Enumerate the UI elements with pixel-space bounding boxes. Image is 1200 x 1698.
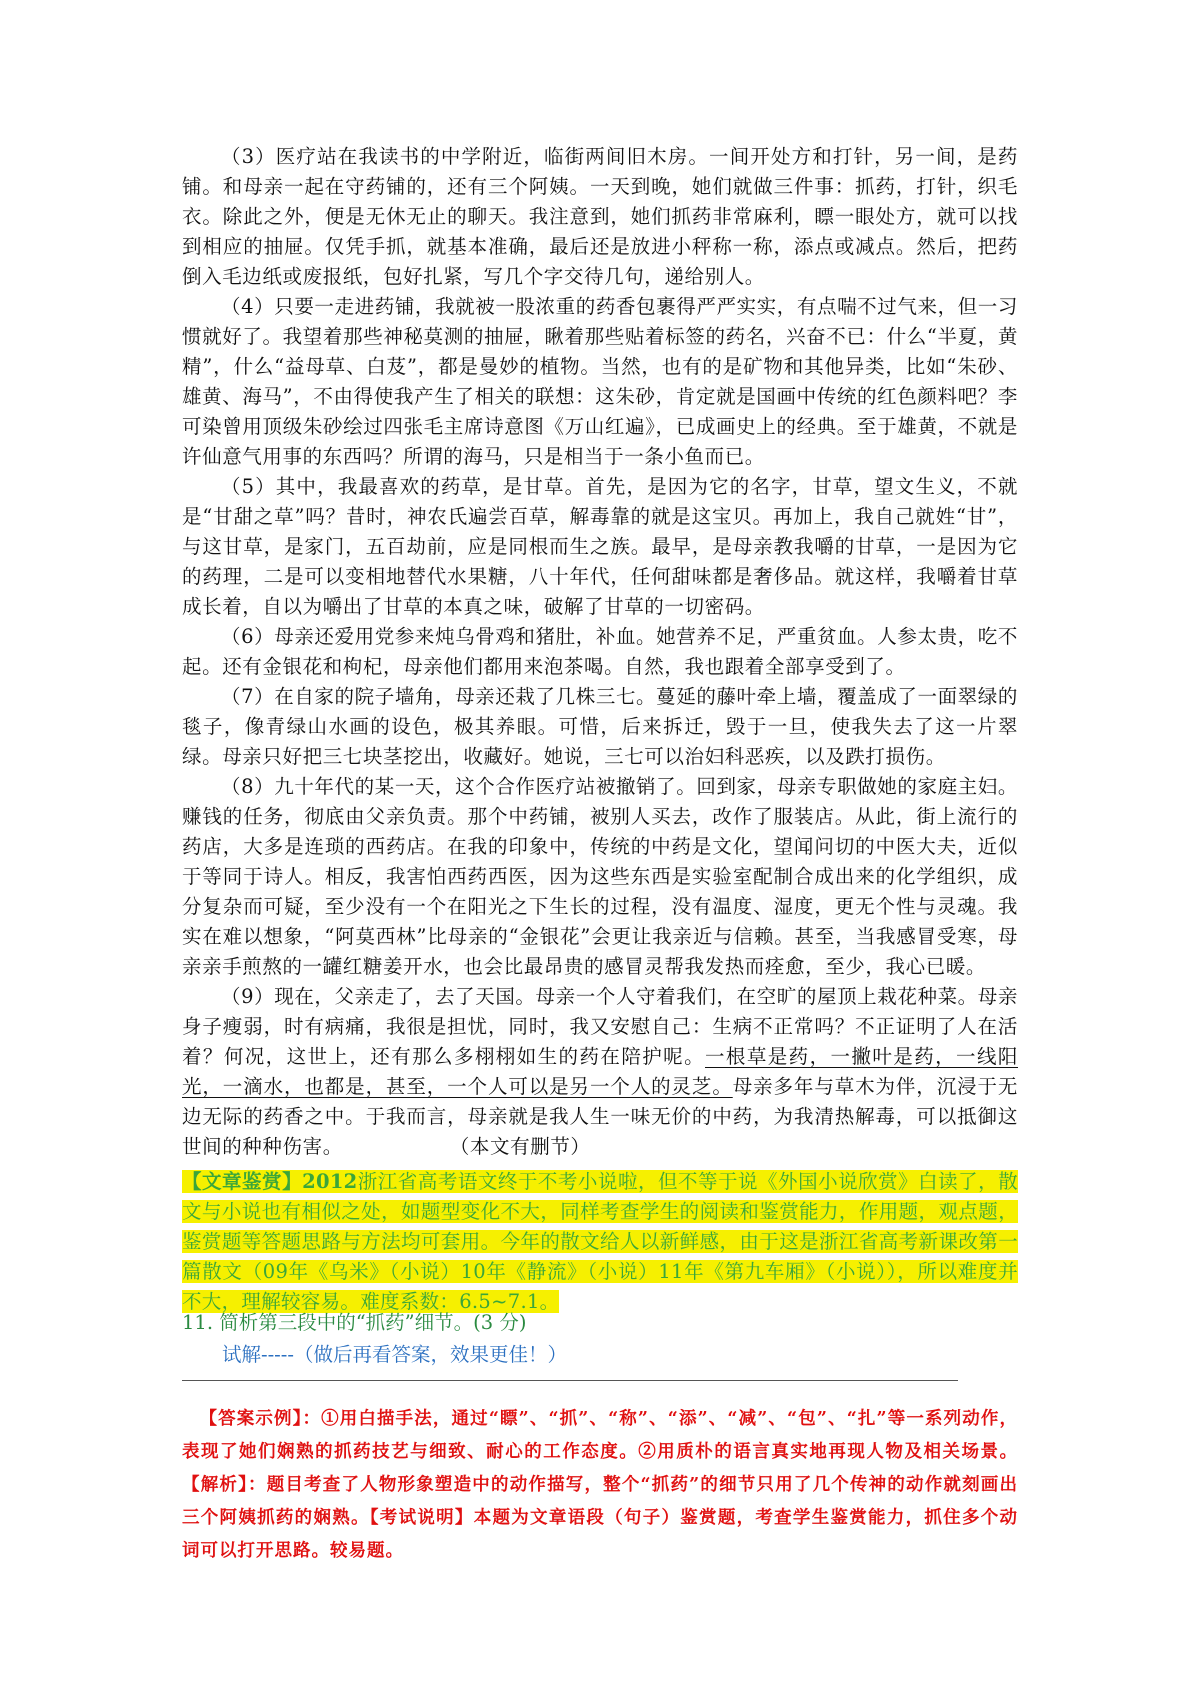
- paragraph-5: （5）其中，我最喜欢的药草，是甘草。首先，是因为它的名字，甘草，望文生义，不就是“甘甜之草”吗？昔时，神农氏遍尝百草，解毒靠的就是这宝贝。再加上，我自己就姓“甘”，与这甘草，是家门，五百劫前，应是同根而生之族。最早，是母亲教我嚼的甘草，一是因为它的药理，二是可以变相地替代水果糖，八十年代，任何甜味都是奢侈品。就这样，我嚼着甘草成长着，自以为嚼出了甘草的本真之味，破解了甘草的一切密码。: [182, 475, 1018, 618]
- appreciation-heading: 【文章鉴赏】2012: [182, 1170, 358, 1193]
- try-hint: 试解-----（做后再看答案，效果更佳！）: [222, 1343, 567, 1366]
- article-appreciation: [182, 1167, 1018, 1317]
- question-11: 11. 简析第三段中的“抓药”细节。(3 分): [182, 1311, 527, 1334]
- paragraph-9-closing: 母亲多年与草木为伴，沉浸于无边无际的药香之中。于我而言，母亲就是我人生一味无价的中药，为我清热解毒，可以抵御这世间的种种伤害。: [182, 1075, 1018, 1158]
- paragraph-9-text: （9）现在，父亲走了，去了天国。母亲一个人守着我们，在空旷的屋顶上栽花种菜。母亲身子瘦弱，时有病痛，我很是担忧，同时，我又安慰自己：生病不正常吗？不正证明了人在活着？何况，这世上，还有那么多栩栩如生的药在陪护呢。: [182, 985, 1018, 1068]
- appreciation-text: 浙江省高考语文终于不考小说啦，但不等于说《外国小说欣赏》白读了，散文与小说也有相似之处，如题型变化不大，同样考查学生的阅读和鉴赏能力，作用题，观点题，鉴赏题等答题思路与方法均可套用。今年的散文给人以新鲜感，由于这是浙江省高考新课改第一篇散文（09年《乌米》（小说）10年《静流》（小说）11年《第九车厢》（小说）），所以难度并不大，理解较容易。难度系数：6.5~7.1。: [182, 1170, 1018, 1313]
- paragraph-3: （3）医疗站在我读书的中学附近，临街两间旧木房。一间开处方和打针，另一间，是药铺。和母亲一起在守药铺的，还有三个阿姨。一天到晚，她们就做三件事：抓药，打针，织毛衣。除此之外，便是无休无止的聊天。我注意到，她们抓药非常麻利，瞟一眼处方，就可以找到相应的抽屉。仅凭手抓，就基本准确，最后还是放进小秤称一称，添点或减点。然后，把药倒入毛边纸或废报纸，包好扎紧，写几个字交待几句，递给别人。: [182, 145, 1018, 288]
- paragraph-8: （8）九十年代的某一天，这个合作医疗站被撤销了。回到家，母亲专职做她的家庭主妇。赚钱的任务，彻底由父亲负责。那个中药铺，被别人买去，改作了服装店。从此，街上流行的药店，大多是连琐的西药店。在我的印象中，传统的中药是文化，望闻问切的中医大夫，近似于等同于诗人。相反，我害怕西药西医，因为这些东西是实验室配制合成出来的化学组织，成分复杂而可疑，至少没有一个在阳光之下生长的过程，没有温度、湿度，更无个性与灵魂。我实在难以想象，“阿莫西林”比母亲的“金银花”会更让我亲近与信赖。甚至，当我感冒受寒，母亲亲手煎熬的一罐红糖姜开水，也会比最昂贵的感冒灵帮我发热而痊愈，至少，我心已暖。: [182, 775, 1018, 978]
- answer-example: 【答案示例】：①用白描手法，通过“瞟”、“抓”、“称”、“添”、“减”、“包”、“扎”等一系列动作，表现了她们娴熟的抓药技艺与细致、耐心的工作态度。②用质朴的语言真实地再现人物及相关场景。 【解析】：题目考查了人物形象塑造中的动作描写，整个“抓药”的细节只用了几个传神的动作就刻画出三个阿姨抓药的娴熟。【考试说明】本题为文章语段（句子）鉴赏题，考查学生鉴赏能力，抓住多个动词可以打开思路。较易题。: [182, 1409, 1018, 1561]
- paragraph-9: [182, 982, 1018, 1162]
- divider: [182, 1380, 958, 1381]
- essay-body: [182, 142, 1018, 1162]
- paragraph-9-underlined-sentence: 一根草是药，一撇叶是药，一线阳光，一滴水，也都是，甚至，一个人可以是另一个人的灵芝。: [182, 1045, 1018, 1098]
- abridged-note: （本文有删节）: [449, 1135, 591, 1158]
- paragraph-7: （7）在自家的院子墙角，母亲还栽了几株三七。蔓延的藤叶牵上墙，覆盖成了一面翠绿的毯子，像青绿山水画的设色，极其养眼。可惜，后来拆迁，毁于一旦，使我失去了这一片翠绿。母亲只好把三七块茎挖出，收藏好。她说，三七可以治妇科恶疾，以及跌打损伤。: [182, 685, 1018, 768]
- paragraph-4: （4）只要一走进药铺，我就被一股浓重的药香包裹得严严实实，有点喘不过气来，但一习惯就好了。我望着那些神秘莫测的抽屉，瞅着那些贴着标签的药名，兴奋不已：什么“半夏，黄精”，什么“益母草、白芨”，都是曼妙的植物。当然，也有的是矿物和其他异类，比如“朱砂、雄黄、海马”，不由得使我产生了相关的联想：这朱砂，肯定就是国画中传统的红色颜料吧？李可染曾用顶级朱砂绘过四张毛主席诗意图《万山红遍》，已成画史上的经典。至于雄黄，不就是许仙意气用事的东西吗？所谓的海马，只是相当于一条小鱼而已。: [182, 295, 1018, 468]
- paragraph-6: （6）母亲还爱用党参来炖乌骨鸡和猪肚，补血。她营养不足，严重贫血。人参太贵，吃不起。还有金银花和枸杞，母亲他们都用来泡茶喝。自然，我也跟着全部享受到了。: [182, 625, 1018, 678]
